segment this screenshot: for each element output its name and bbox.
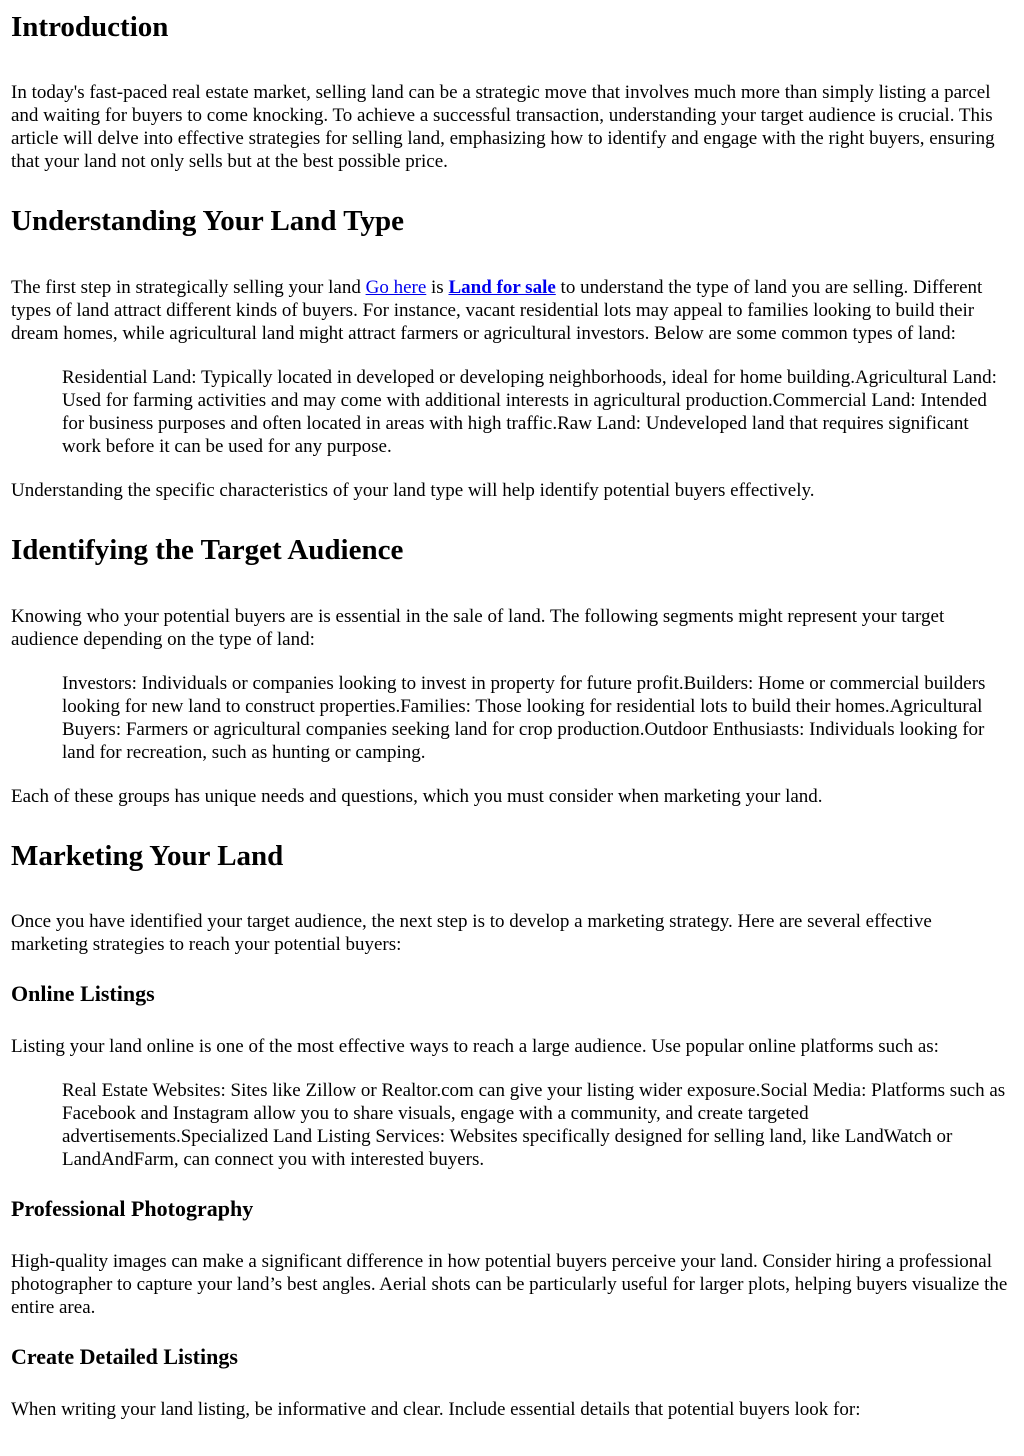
online-listings-intro: Listing your land online is one of the most effective ways to reach a large audience. Use popular online platforms such as: <box>11 1036 939 1057</box>
photography-paragraph: High-quality images can make a significant difference in how potential buyers perceive your land. Consider hiring a professional photographer to capture your land’s best angles. Aerial shots can be particularly useful for larger plots, helping buyers visualize the entire area. <box>11 1251 1008 1318</box>
land-type-paragraph <box>11 276 1012 345</box>
online-platforms-list: Real Estate Websites: Sites like Zillow or Realtor.com can give your listing wider exposure.Social Media: Platforms such as Facebook and Instagram allow you to share visuals, engage with a community, and create targeted advertisements.Specialized Land Listing Services: Websites specifically designed for selling land, like LandWatch or LandAndFarm, can connect you with interested buyers. <box>62 1080 1006 1170</box>
land-type-text-start: The first step in strategically selling your land <box>11 277 366 298</box>
land-type-text-mid: is <box>426 277 449 298</box>
article <box>0 10 1024 1421</box>
go-here-link[interactable]: Go here <box>365 277 427 298</box>
heading-online-listings: Online Listings <box>11 981 155 1006</box>
land-type-text-end: to understand the type of land you are selling. Different types of land attract different kinds of buyers. For instance, vacant residential lots may appeal to families looking to build their dream homes, while agricultural land might attract farmers or agricultural investors. Below are some common types of land: <box>11 277 983 344</box>
audience-intro: Knowing who your potential buyers are is essential in the sale of land. The following segments might represent your target audience depending on the type of land: <box>11 606 945 650</box>
detailed-listings-paragraph: When writing your land listing, be informative and clear. Include essential details that potential buyers look for: <box>11 1399 861 1420</box>
land-type-closing: Understanding the specific characteristics of your land type will help identify potential buyers effectively. <box>11 480 815 501</box>
audience-list: Investors: Individuals or companies looking to invest in property for future profit.Builders: Home or commercial builders looking for new land to construct properties.Families: Those looking for residential lots to build their homes.Agricultural Buyers: Farmers or agricultural companies seeking land for crop production.Outdoor Enthusiasts: Individuals looking for land for recreation, such as hunting or camping. <box>62 673 986 763</box>
audience-closing: Each of these groups has unique needs and questions, which you must consider when marketing your land. <box>11 786 823 807</box>
heading-detailed-listings: Create Detailed Listings <box>11 1344 238 1369</box>
heading-land-type: Understanding Your Land Type <box>11 205 404 237</box>
heading-professional-photography: Professional Photography <box>11 1196 254 1221</box>
heading-target-audience: Identifying the Target Audience <box>11 534 404 566</box>
heading-marketing: Marketing Your Land <box>11 840 284 872</box>
intro-paragraph: In today's fast-paced real estate market, selling land can be a strategic move that involves much more than simply listing a parcel and waiting for buyers to come knocking. To achieve a successful transaction, understanding your target audience is crucial. This article will delve into effective strategies for selling land, emphasizing how to identify and engage with the right buyers, ensuring that your land not only sells but at the best possible price. <box>11 82 995 172</box>
heading-introduction: Introduction <box>11 11 169 43</box>
marketing-intro: Once you have identified your target audience, the next step is to develop a marketing strategy. Here are several effective marketing strategies to reach your potential buyers: <box>11 911 932 955</box>
land-types-list: Residential Land: Typically located in developed or developing neighborhoods, ideal for home building.Agricultural Land: Used for farming activities and may come with additional interests in agricultural production.Commercial Land: Intended for business purposes and often located in areas with high traffic.Raw Land: Undeveloped land that requires significant work before it can be used for any purpose. <box>62 367 997 457</box>
land-for-sale-link[interactable]: Land for sale <box>448 277 556 298</box>
